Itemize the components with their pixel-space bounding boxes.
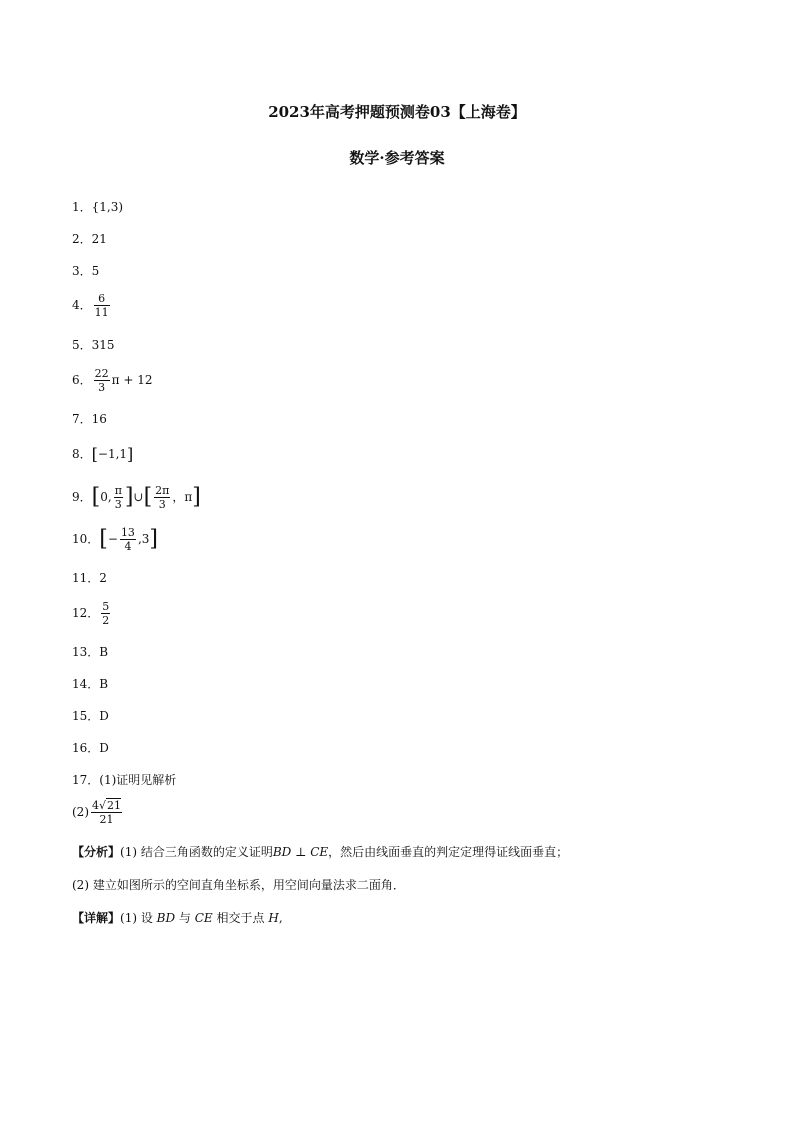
coefficient: 4 xyxy=(92,799,99,812)
detail-text: 与 xyxy=(175,911,195,925)
fraction xyxy=(114,484,123,511)
answer-17 xyxy=(72,772,176,788)
answer-number: 16． xyxy=(72,741,100,755)
answer-value: B xyxy=(99,645,109,659)
answer-number: 1． xyxy=(72,200,92,214)
document-subtitle: 数学·参考答案 xyxy=(349,149,445,167)
answer-number: 4． xyxy=(72,298,92,312)
answer-value: B xyxy=(99,677,109,691)
denominator: 11 xyxy=(94,306,109,319)
answer-9 xyxy=(72,484,201,511)
fraction xyxy=(154,484,170,511)
interval-part: ，π xyxy=(172,490,193,504)
document-title: 2023年高考押题预测卷03【上海卷】 xyxy=(268,103,526,121)
answer-8 xyxy=(72,446,133,463)
union-symbol: ∪ xyxy=(133,490,144,504)
answer-number: 6． xyxy=(72,373,92,387)
left-bracket: [ xyxy=(91,484,101,510)
answer-tail: π + 12 xyxy=(111,373,153,387)
denominator: 4 xyxy=(124,540,132,553)
answer-7 xyxy=(72,411,107,427)
answer-10 xyxy=(72,526,158,553)
numerator: 5 xyxy=(102,600,110,613)
answer-number: 7． xyxy=(72,412,92,426)
denominator: 21 xyxy=(99,813,114,826)
answer-number: 10． xyxy=(72,532,100,546)
fraction xyxy=(94,367,110,394)
perp-symbol: ⊥ xyxy=(291,845,311,859)
answer-number: 12． xyxy=(72,606,100,620)
answer-number: 2． xyxy=(72,232,92,246)
answer-value: 21 xyxy=(91,232,107,246)
answer-number: 14． xyxy=(72,677,100,691)
interval-part: − xyxy=(107,532,118,546)
denominator: 3 xyxy=(158,498,166,511)
part-label: (2) xyxy=(72,805,89,819)
answer-2 xyxy=(72,231,107,247)
left-bracket: [ xyxy=(91,444,98,464)
answer-value: D xyxy=(99,741,109,755)
denominator: 3 xyxy=(114,498,122,511)
detail-text: 相交于点 xyxy=(212,911,269,925)
right-bracket: ] xyxy=(149,526,158,552)
detail-text: (1) 设 xyxy=(120,911,157,925)
detail-tag: 【详解】 xyxy=(72,911,121,925)
answer-15 xyxy=(72,708,109,724)
right-bracket: ] xyxy=(124,484,134,510)
answer-value: D xyxy=(99,709,109,723)
analysis-line-2 xyxy=(72,877,405,893)
numerator: 13 xyxy=(120,526,135,539)
segment-bd: BD xyxy=(272,845,292,859)
left-bracket: [ xyxy=(99,526,108,552)
numerator: 6 xyxy=(94,292,110,306)
answer-value: 16 xyxy=(91,412,107,426)
answer-5 xyxy=(72,337,115,353)
point-h: H xyxy=(268,911,279,925)
answer-number: 15． xyxy=(72,709,100,723)
answer-number: 8． xyxy=(72,447,92,461)
analysis-text: (1) 结合三角函数的定义证明 xyxy=(120,845,273,859)
answer-16 xyxy=(72,740,109,756)
answer-number: 17． xyxy=(72,773,100,787)
analysis-tag: 【分析】 xyxy=(72,845,121,859)
analysis-line-1 xyxy=(72,844,568,860)
denominator: 2 xyxy=(102,614,110,627)
answer-14 xyxy=(72,676,108,692)
answer-12 xyxy=(72,600,112,627)
segment-ce: CE xyxy=(194,911,213,925)
detail-line-1 xyxy=(72,910,283,926)
answer-value: 2 xyxy=(99,571,107,585)
answer-number: 9． xyxy=(72,490,92,504)
answer-11 xyxy=(72,570,107,586)
answer-4 xyxy=(72,292,112,319)
answer-number: 13． xyxy=(72,645,100,659)
answer-13 xyxy=(72,644,108,660)
answer-number: 3． xyxy=(72,264,92,278)
answer-17-part2 xyxy=(72,799,124,826)
interval-part: 0, xyxy=(100,490,112,504)
numerator: 22 xyxy=(94,367,109,380)
segment-ce: CE xyxy=(310,845,329,859)
fraction xyxy=(94,292,110,319)
answer-value: 315 xyxy=(91,338,115,352)
fraction xyxy=(120,526,136,553)
analysis-text: ，然后由线面垂直的判定定理得证线面垂直； xyxy=(328,845,569,859)
left-bracket: [ xyxy=(143,484,153,510)
fraction xyxy=(101,600,110,627)
answer-1 xyxy=(72,199,123,215)
right-bracket: ] xyxy=(192,484,201,510)
detail-text: , xyxy=(278,911,283,925)
right-bracket: ] xyxy=(127,444,134,464)
answer-6 xyxy=(72,367,152,394)
answer-3 xyxy=(72,263,99,279)
answer-number: 5． xyxy=(72,338,92,352)
numerator xyxy=(91,799,122,813)
interval-part: ,3 xyxy=(137,532,150,546)
answer-value: 5 xyxy=(91,264,100,278)
answer-value: (1)证明见解析 xyxy=(99,773,177,787)
answer-value: −1,1 xyxy=(97,447,128,461)
sqrt-symbol: √ xyxy=(99,799,107,812)
fraction xyxy=(91,799,122,826)
denominator: 3 xyxy=(98,381,106,394)
segment-bd: BD xyxy=(156,911,176,925)
answer-value: {1,3) xyxy=(91,200,124,214)
numerator: 2π xyxy=(155,484,170,497)
answer-number: 11． xyxy=(72,571,100,585)
numerator: π xyxy=(114,484,122,497)
analysis-text: (2) 建立如图所示的空间直角坐标系，用空间向量法求二面角． xyxy=(72,878,405,892)
radicand: 21 xyxy=(107,799,122,812)
